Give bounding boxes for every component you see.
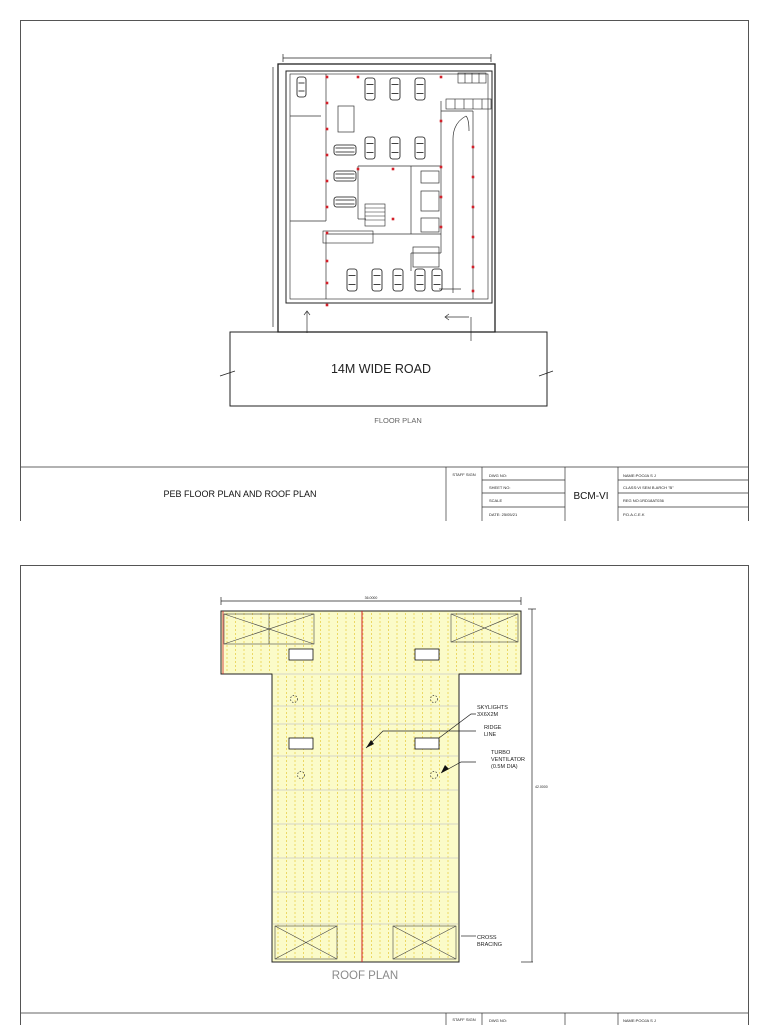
column-marker: [472, 146, 475, 149]
car: [347, 269, 357, 291]
column-marker: [357, 168, 360, 171]
cross-label-line1: CROSS: [477, 935, 497, 941]
scale-label: SCALE: [489, 498, 503, 503]
roof-plan-title: ROOF PLAN: [331, 970, 399, 982]
student-name-2: NAME:POOJA S J: [623, 1018, 656, 1023]
plot-outline: [273, 54, 495, 332]
car: [390, 78, 400, 100]
column-marker: [392, 218, 395, 221]
car: [415, 269, 425, 291]
skylights-label-line2: 3X6X2M: [477, 712, 499, 718]
dim-top: 36.0000: [364, 596, 378, 600]
car: [415, 137, 425, 159]
staff-sign-label-2: STAFF SIGN: [452, 1017, 476, 1022]
skylights-label: [477, 705, 508, 718]
roof-plan-sheet: [20, 565, 749, 1025]
car: [432, 269, 442, 291]
column-marker: [472, 266, 475, 269]
floor-plan-drawing: [21, 21, 748, 521]
cross-label-line2: BRACING: [477, 942, 503, 948]
column-marker: [440, 120, 443, 123]
staff-sign-label: STAFF SIGN: [452, 472, 476, 477]
dwg-no-label-2: DWG NO:: [489, 1018, 507, 1023]
floor-plan-sheet: [20, 20, 749, 521]
column-marker: [440, 196, 443, 199]
stairs: [323, 73, 491, 243]
turbo-label: [491, 750, 525, 770]
car: [297, 77, 306, 97]
column-marker: [440, 76, 443, 79]
car: [372, 269, 382, 291]
column-marker: [326, 102, 329, 105]
turbo-label-line2: VENTILATOR: [491, 757, 526, 763]
skylights-label-line1: SKYLIGHTS: [477, 705, 508, 711]
column-marker: [326, 154, 329, 157]
interior-walls: [290, 74, 473, 299]
column-marker: [326, 232, 329, 235]
column-marker: [357, 76, 360, 79]
main-title: PEB FLOOR PLAN AND ROOF PLAN: [163, 489, 317, 499]
roof-plan-drawing: [21, 566, 748, 1025]
car: [365, 137, 375, 159]
date-label: DATE: 25/05/21: [489, 512, 518, 517]
ridge-label-line2: LINE: [484, 732, 497, 738]
floor-plan-title: FLOOR PLAN: [374, 416, 422, 425]
reg-no: REG NO:1RD18AT036: [623, 498, 664, 503]
column-marker: [326, 206, 329, 209]
column-markers: [326, 76, 475, 307]
column-marker: [472, 176, 475, 179]
column-marker: [472, 290, 475, 293]
car: [334, 197, 356, 207]
roof-outline: [221, 611, 521, 962]
column-marker: [326, 180, 329, 183]
column-marker: [440, 226, 443, 229]
road-label: 14M WIDE ROAD: [330, 362, 432, 376]
column-marker: [392, 168, 395, 171]
dim-side: 42.0000: [535, 785, 548, 789]
college-name: P.D.A.C.E.K: [623, 512, 645, 517]
column-marker: [472, 206, 475, 209]
column-marker: [326, 128, 329, 131]
cross-bracing-label: [477, 935, 502, 948]
turbo-label-line3: (0.5M DIA): [491, 764, 518, 770]
parked-cars: [297, 77, 442, 291]
dwg-no-label: DWG NO:: [489, 473, 507, 478]
car: [393, 269, 403, 291]
column-marker: [326, 76, 329, 79]
column-marker: [472, 236, 475, 239]
car: [390, 137, 400, 159]
car: [365, 78, 375, 100]
car: [334, 171, 356, 181]
column-marker: [326, 282, 329, 285]
turbo-label-line1: TURBO: [491, 750, 511, 756]
car: [415, 78, 425, 100]
entry-arrows: [304, 311, 471, 341]
sheet-no-label: SHEET NO:: [489, 485, 511, 490]
ridge-label-line1: RIDGE: [484, 725, 502, 731]
column-marker: [440, 166, 443, 169]
ramp: [439, 116, 469, 293]
column-marker: [326, 260, 329, 263]
student-class: CLASS:VI SEM B.ARCH "B": [623, 485, 674, 490]
student-name: NAME:POOJA S J: [623, 473, 656, 478]
column-marker: [326, 304, 329, 307]
ridge-label: [484, 725, 502, 738]
course-code: BCM-VI: [573, 491, 609, 502]
car: [334, 145, 356, 155]
